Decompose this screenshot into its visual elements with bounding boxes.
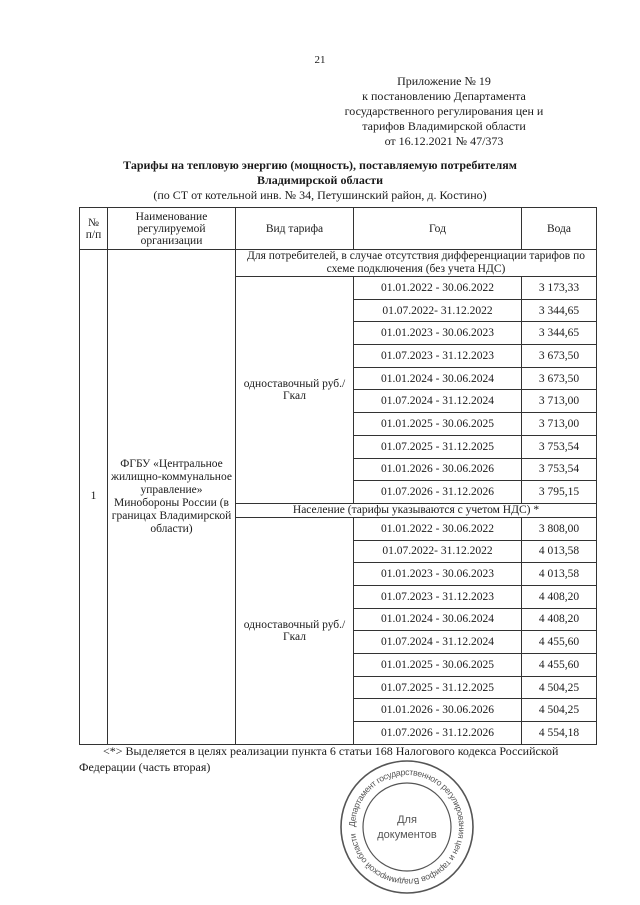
tariff-type: одноставочный руб./Гкал (236, 277, 354, 504)
document-title (90, 158, 550, 188)
stamp-ring-text: Департамент государственного регулирования цен и тарифов Владимирской области (346, 766, 468, 888)
water-value-cell: 3 753,54 (522, 435, 597, 458)
page-number: 21 (314, 54, 326, 66)
water-value-cell: 4 554,18 (522, 722, 597, 745)
water-value-cell: 3 673,50 (522, 345, 597, 368)
water-value-cell: 3 344,65 (522, 322, 597, 345)
appendix-line: тарифов Владимирской области (362, 119, 526, 133)
water-value-cell: 3 673,50 (522, 367, 597, 390)
footnote: <*> Выделяется в целях реализации пункта 6 статьи 168 Налогового кодекса Российской Федерации (часть вторая) (79, 744, 559, 774)
water-value-cell: 3 713,00 (522, 413, 597, 436)
table-header-row (80, 208, 597, 250)
period-cell: 01.07.2025 - 31.12.2025 (354, 676, 522, 699)
water-value-cell: 4 455,60 (522, 631, 597, 654)
period-cell: 01.01.2026 - 30.06.2026 (354, 699, 522, 722)
document-subtitle: (по СТ от котельной инв. № 34, Петушинский район, д. Костино) (153, 188, 487, 202)
appendix-line: Приложение № 19 (397, 74, 491, 88)
water-value-cell: 3 795,15 (522, 481, 597, 504)
period-cell: 01.07.2024 - 31.12.2024 (354, 631, 522, 654)
water-value-cell: 4 408,20 (522, 608, 597, 631)
period-cell: 01.07.2023 - 31.12.2023 (354, 585, 522, 608)
period-cell: 01.01.2025 - 30.06.2025 (354, 413, 522, 436)
row-number: 1 (80, 250, 108, 745)
header-num: № п/п (80, 208, 108, 250)
water-value-cell: 4 013,58 (522, 563, 597, 586)
appendix-line: к постановлению Департамента (362, 89, 526, 103)
title-line-2: Владимирской области (256, 173, 384, 187)
section-heading: Для потребителей, в случае отсутствия дифференциации тарифов по схеме подключения (без учета НДС) (236, 250, 597, 277)
tariff-type: одноставочный руб./Гкал (236, 517, 354, 744)
header-organization: Наименование регулируемой организации (108, 208, 236, 250)
period-cell: 01.01.2023 - 30.06.2023 (354, 563, 522, 586)
water-value-cell: 4 455,60 (522, 654, 597, 677)
appendix-line: от 16.12.2021 № 47/373 (384, 134, 504, 148)
section-heading-row (80, 250, 597, 277)
period-cell: 01.01.2025 - 30.06.2025 (354, 654, 522, 677)
water-value-cell: 3 808,00 (522, 517, 597, 540)
water-value-cell: 4 408,20 (522, 585, 597, 608)
stamp-inner-circle (363, 783, 451, 871)
water-value-cell: 4 504,25 (522, 699, 597, 722)
period-cell: 01.07.2026 - 31.12.2026 (354, 481, 522, 504)
water-value-cell: 3 713,00 (522, 390, 597, 413)
water-value-cell: 3 173,33 (522, 277, 597, 300)
period-cell: 01.01.2022 - 30.06.2022 (354, 277, 522, 300)
title-line-1: Тарифы на тепловую энергию (мощность), поставляемую потребителям (123, 158, 517, 172)
water-value-cell: 4 013,58 (522, 540, 597, 563)
period-cell: 01.07.2024 - 31.12.2024 (354, 390, 522, 413)
section-heading: Население (тарифы указываются с учетом НДС) * (236, 503, 597, 517)
period-cell: 01.01.2026 - 30.06.2026 (354, 458, 522, 481)
tariff-table (79, 207, 597, 745)
period-cell: 01.07.2022- 31.12.2022 (354, 540, 522, 563)
appendix-block (314, 74, 574, 149)
header-year: Год (354, 208, 522, 250)
document-stamp (338, 758, 476, 896)
header-water: Вода (522, 208, 597, 250)
period-cell: 01.07.2022- 31.12.2022 (354, 299, 522, 322)
stamp-outer-circle (341, 761, 473, 893)
water-value-cell: 3 344,65 (522, 299, 597, 322)
appendix-line: государственного регулирования цен и (344, 104, 544, 118)
period-cell: 01.07.2023 - 31.12.2023 (354, 345, 522, 368)
stamp-center-line-2: документов (377, 829, 437, 841)
period-cell: 01.07.2025 - 31.12.2025 (354, 435, 522, 458)
period-cell: 01.01.2024 - 30.06.2024 (354, 608, 522, 631)
period-cell: 01.07.2026 - 31.12.2026 (354, 722, 522, 745)
period-cell: 01.01.2023 - 30.06.2023 (354, 322, 522, 345)
period-cell: 01.01.2022 - 30.06.2022 (354, 517, 522, 540)
period-cell: 01.01.2024 - 30.06.2024 (354, 367, 522, 390)
water-value-cell: 4 504,25 (522, 676, 597, 699)
stamp-center-line-1: Для (397, 814, 417, 826)
header-tariff-type: Вид тарифа (236, 208, 354, 250)
water-value-cell: 3 753,54 (522, 458, 597, 481)
organization-name: ФГБУ «Центральное жилищно-коммунальное управление» Минобороны России (в границах Владимирской области) (108, 250, 236, 745)
